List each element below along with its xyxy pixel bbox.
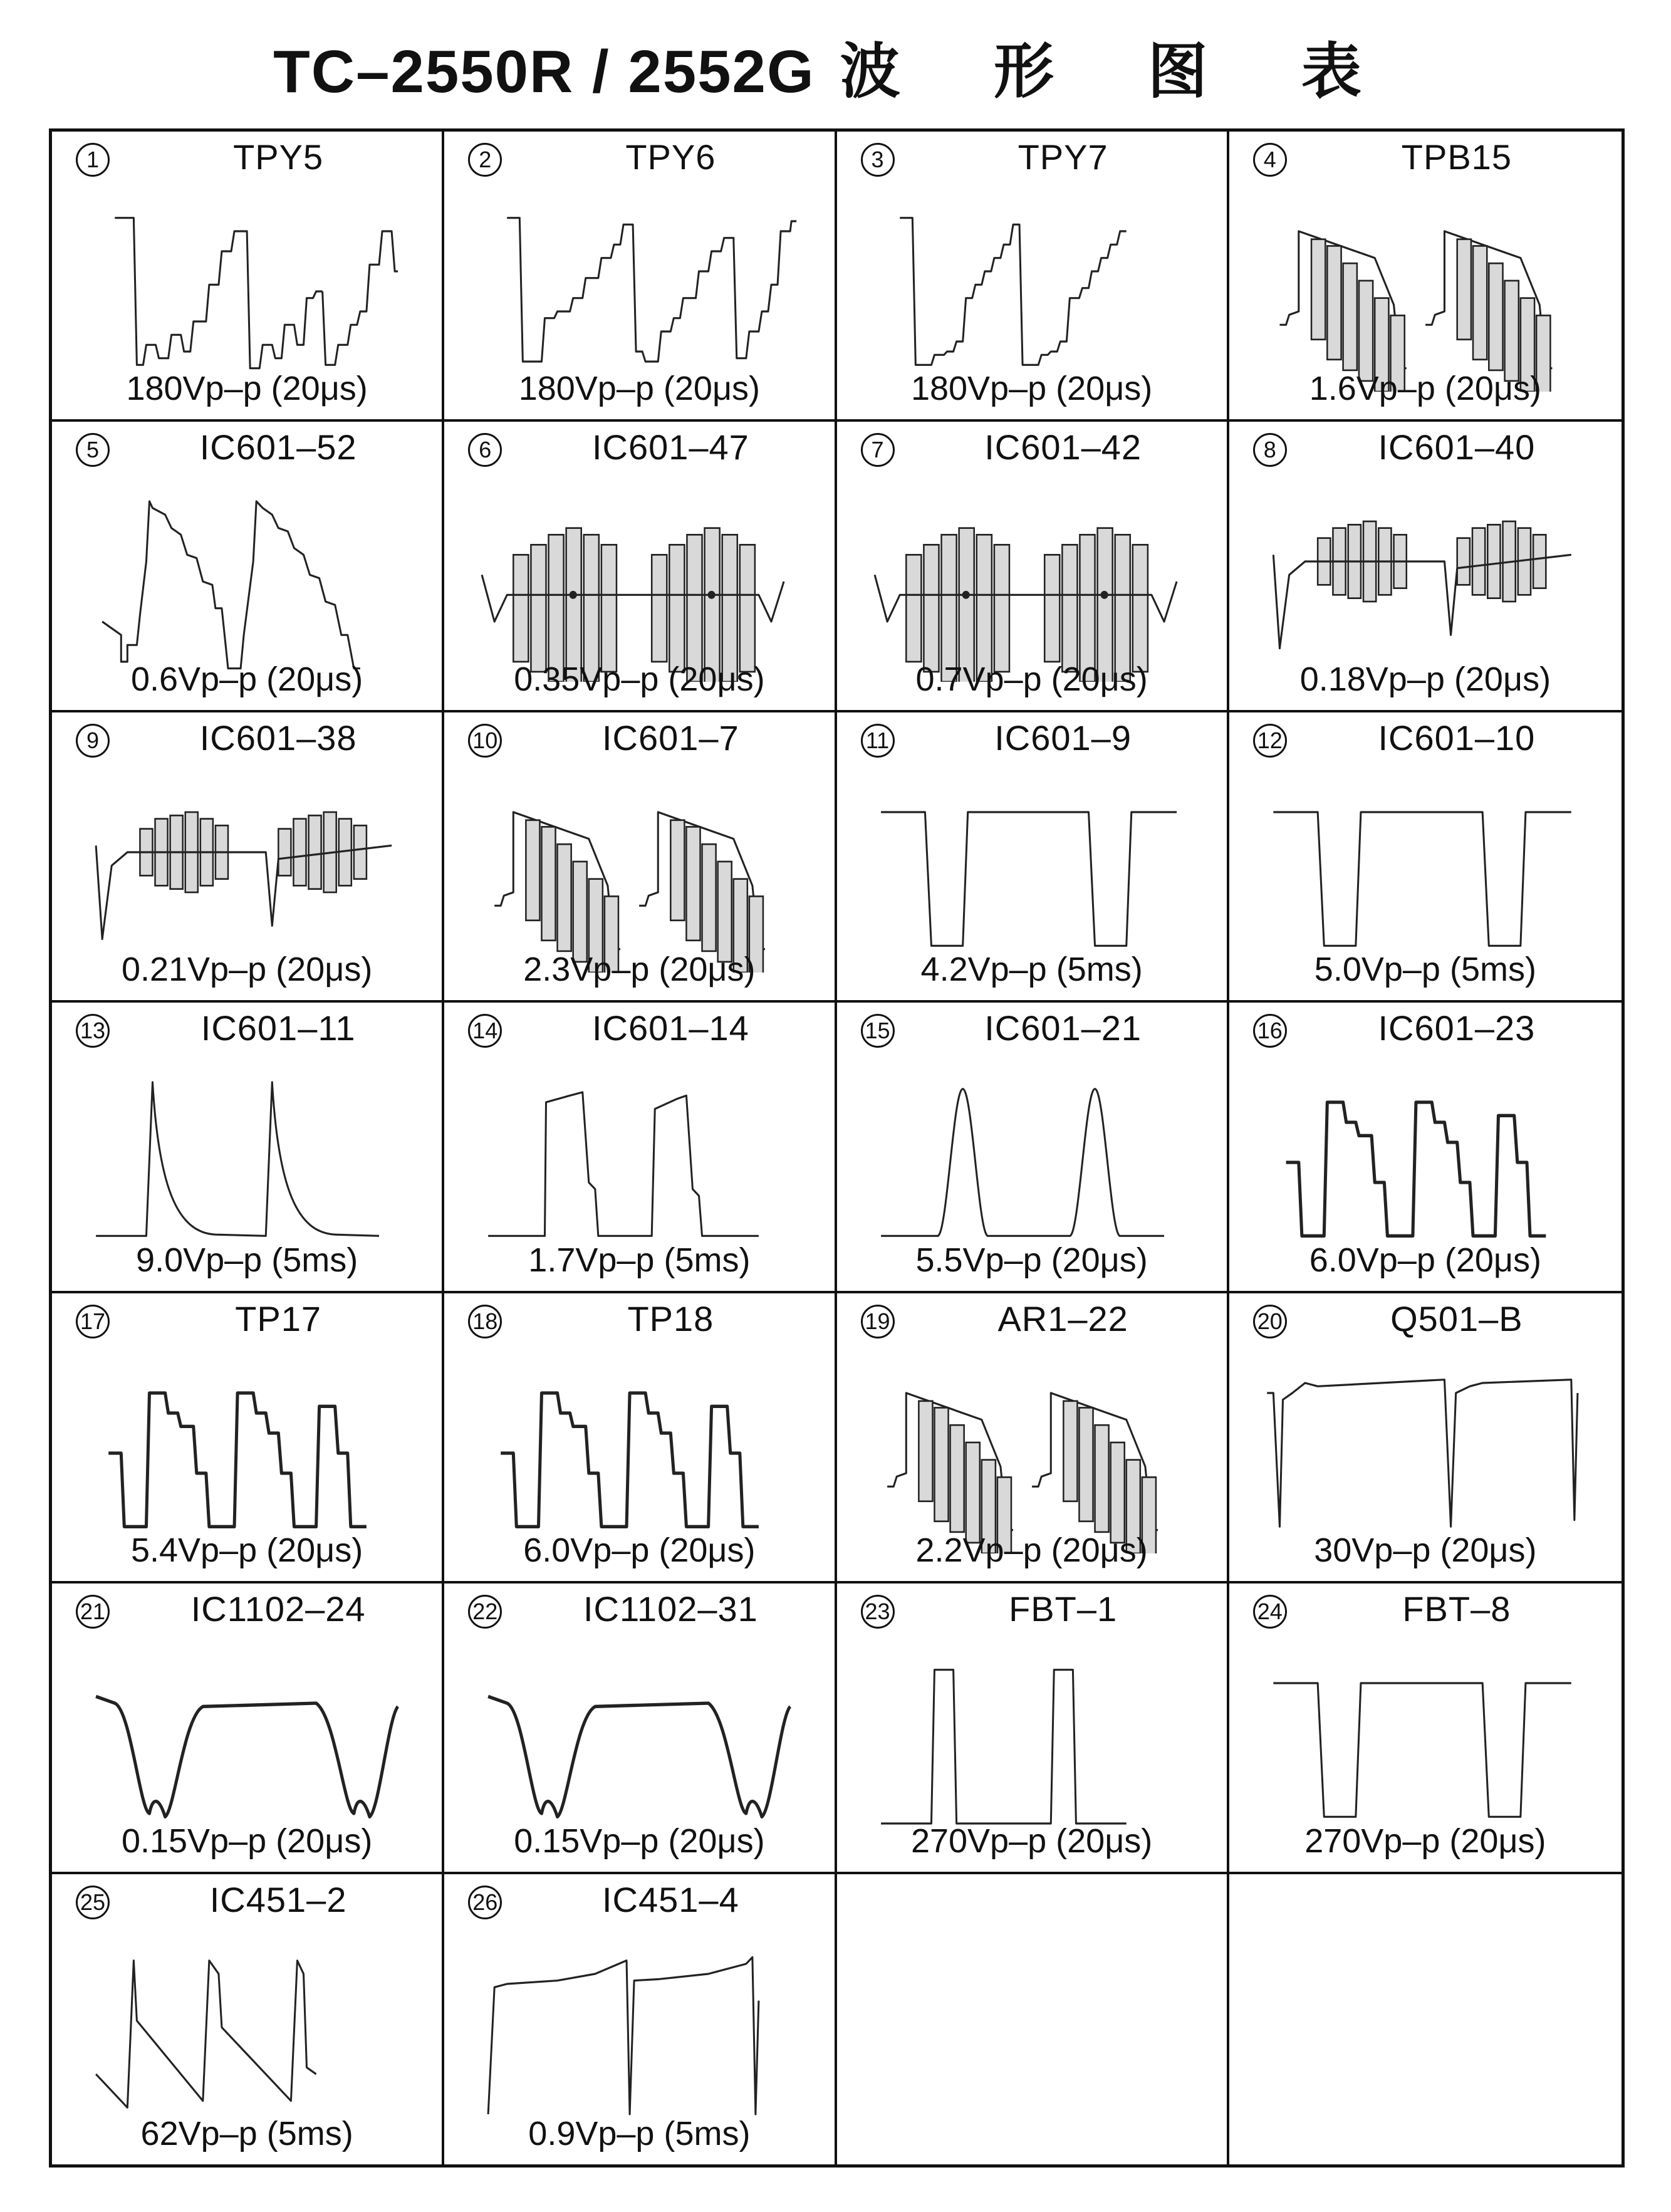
waveform-cell [444,1583,836,1874]
test-point-label: TPY5 [233,137,324,177]
waveform-cell [52,1874,444,2164]
test-point-label: IC601–40 [1378,427,1536,467]
cell-number: 21 [76,1595,110,1629]
waveform-trace [469,1934,809,2134]
waveform-cell [52,1583,444,1874]
test-point-label: TP18 [627,1298,714,1338]
amplitude-caption: 2.2Vp–p (20μs) [915,1531,1148,1570]
title-chinese: 波 形 图 表 [840,36,1398,107]
cell-number: 20 [1253,1305,1287,1338]
waveform-cell [837,132,1229,422]
cell-number: 18 [468,1305,502,1338]
amplitude-caption: 0.15Vp–p (20μs) [121,1822,373,1860]
test-point-label: FBT–1 [1009,1589,1118,1629]
amplitude-caption: 0.21Vp–p (20μs) [121,951,373,989]
cell-number: 26 [468,1886,502,1919]
waveform-cell [444,1874,836,2164]
test-point-label: IC601–23 [1378,1008,1536,1048]
amplitude-caption: 2.3Vp–p (20μs) [523,951,756,989]
test-point-label: IC601–10 [1378,717,1536,758]
amplitude-caption: 5.4Vp–p (20μs) [130,1531,363,1570]
waveform-cell [837,422,1229,712]
waveform-trace [469,1353,809,1553]
waveform-trace [469,772,809,973]
waveform-trace [1254,481,1596,682]
waveform-cell [837,712,1229,1003]
waveform-trace [862,481,1202,682]
waveform-cell [444,132,836,422]
amplitude-caption: 0.35Vp–p (20μs) [514,660,765,698]
waveform-cell [1229,712,1622,1003]
test-point-label: IC601–7 [602,717,739,758]
waveform-trace [469,1062,809,1263]
waveform-trace [1254,772,1596,973]
amplitude-caption: 5.5Vp–p (20μs) [915,1241,1148,1279]
waveform-trace [77,772,417,973]
amplitude-caption: 5.0Vp–p (5ms) [1314,951,1536,989]
test-point-label: IC1102–31 [583,1589,758,1629]
cell-number: 17 [76,1305,110,1338]
test-point-label: IC601–11 [200,1008,356,1048]
test-point-label: IC451–4 [602,1879,739,1919]
waveform-trace [77,1353,417,1553]
waveform-trace [862,772,1202,973]
cell-number: 7 [861,433,895,467]
waveform-cell [444,422,836,712]
test-point-label: IC601–47 [591,427,749,467]
cell-number: 4 [1253,143,1287,177]
test-point-label: IC1102–24 [190,1589,366,1629]
waveform-trace [1254,191,1596,392]
test-point-label: IC601–52 [199,427,357,467]
amplitude-caption: 1.7Vp–p (5ms) [528,1241,751,1279]
waveform-cell [1229,132,1622,422]
amplitude-caption: 1.6Vp–p (20μs) [1309,370,1542,408]
amplitude-caption: 30Vp–p (20μs) [1314,1531,1537,1570]
amplitude-caption: 4.2Vp–p (5ms) [920,951,1143,989]
waveform-cell [52,1003,444,1293]
cell-number: 16 [1253,1014,1287,1048]
waveform-cell [1229,1003,1622,1293]
cell-number: 2 [468,143,502,177]
amplitude-caption: 6.0Vp–p (20μs) [1309,1241,1542,1279]
waveform-trace [1254,1643,1596,1844]
test-point-label: IC601–38 [199,717,357,758]
test-point-label: TPY6 [625,137,716,177]
waveform-trace [1254,1062,1596,1263]
waveform-cell [52,712,444,1003]
test-point-label: IC601–9 [994,717,1132,758]
cell-number: 1 [76,143,110,177]
amplitude-caption: 270Vp–p (20μs) [1304,1822,1546,1860]
amplitude-caption: 180Vp–p (20μs) [518,370,761,408]
waveform-trace [77,1062,417,1263]
waveform-cell [1229,1583,1622,1874]
cell-number: 22 [468,1595,502,1629]
test-point-label: TPY7 [1018,137,1108,177]
waveform-cell [52,1293,444,1583]
amplitude-caption: 62Vp–p (5ms) [140,2114,353,2152]
waveform-trace [77,481,417,682]
test-point-label: TP17 [235,1298,322,1338]
waveform-cell [1229,1293,1622,1583]
test-point-label: IC601–14 [591,1008,749,1048]
empty-cell [1229,1874,1622,2164]
waveform-trace [862,1062,1202,1263]
test-point-label: IC601–42 [984,427,1142,467]
amplitude-caption: 0.6Vp–p (20μs) [130,660,363,698]
waveform-cell [444,1003,836,1293]
test-point-label: Q501–B [1390,1298,1523,1338]
test-point-label: IC601–21 [984,1008,1142,1048]
cell-number: 6 [468,433,502,467]
amplitude-caption: 9.0Vp–p (5ms) [136,1241,358,1279]
waveform-trace [862,191,1202,392]
waveform-trace [862,1353,1202,1553]
test-point-label: TPB15 [1401,137,1512,177]
test-point-label: FBT–8 [1402,1589,1511,1629]
amplitude-caption: 270Vp–p (20μs) [910,1822,1153,1860]
amplitude-caption: 180Vp–p (20μs) [126,370,368,408]
cell-number: 5 [76,433,110,467]
amplitude-caption: 0.9Vp–p (5ms) [528,2114,751,2152]
waveform-cell [52,132,444,422]
waveform-table [49,128,1625,2168]
cell-number: 10 [468,724,502,758]
amplitude-caption: 0.18Vp–p (20μs) [1299,660,1551,698]
cell-number: 12 [1253,724,1287,758]
waveform-cell [837,1293,1229,1583]
title-model: TC–2550R / 2552G [273,38,815,105]
cell-number: 23 [861,1595,895,1629]
cell-number: 19 [861,1305,895,1338]
test-point-label: IC451–2 [209,1879,347,1919]
waveform-trace [77,1643,417,1844]
cell-number: 24 [1253,1595,1287,1629]
waveform-trace [77,191,417,392]
waveform-cell [52,422,444,712]
waveform-trace [77,1934,417,2134]
cell-number: 3 [861,143,895,177]
cell-number: 13 [76,1014,110,1048]
amplitude-caption: 180Vp–p (20μs) [910,370,1153,408]
waveform-trace [469,191,809,392]
waveform-cell [837,1583,1229,1874]
waveform-cell [1229,422,1622,712]
waveform-trace [1254,1353,1596,1553]
cell-number: 11 [861,724,895,758]
cell-number: 8 [1253,433,1287,467]
amplitude-caption: 6.0Vp–p (20μs) [523,1531,756,1570]
waveform-cell [837,1003,1229,1293]
page-title [0,24,1671,110]
waveform-trace [469,1643,809,1844]
test-point-label: AR1–22 [997,1298,1128,1338]
waveform-cell [444,1293,836,1583]
amplitude-caption: 0.15Vp–p (20μs) [514,1822,765,1860]
cell-number: 9 [76,724,110,758]
cell-number: 25 [76,1886,110,1919]
cell-number: 14 [468,1014,502,1048]
empty-cell [837,1874,1229,2164]
waveform-trace [469,481,809,682]
cell-number: 15 [861,1014,895,1048]
waveform-cell [444,712,836,1003]
waveform-trace [862,1643,1202,1844]
amplitude-caption: 0.7Vp–p (20μs) [915,660,1148,698]
